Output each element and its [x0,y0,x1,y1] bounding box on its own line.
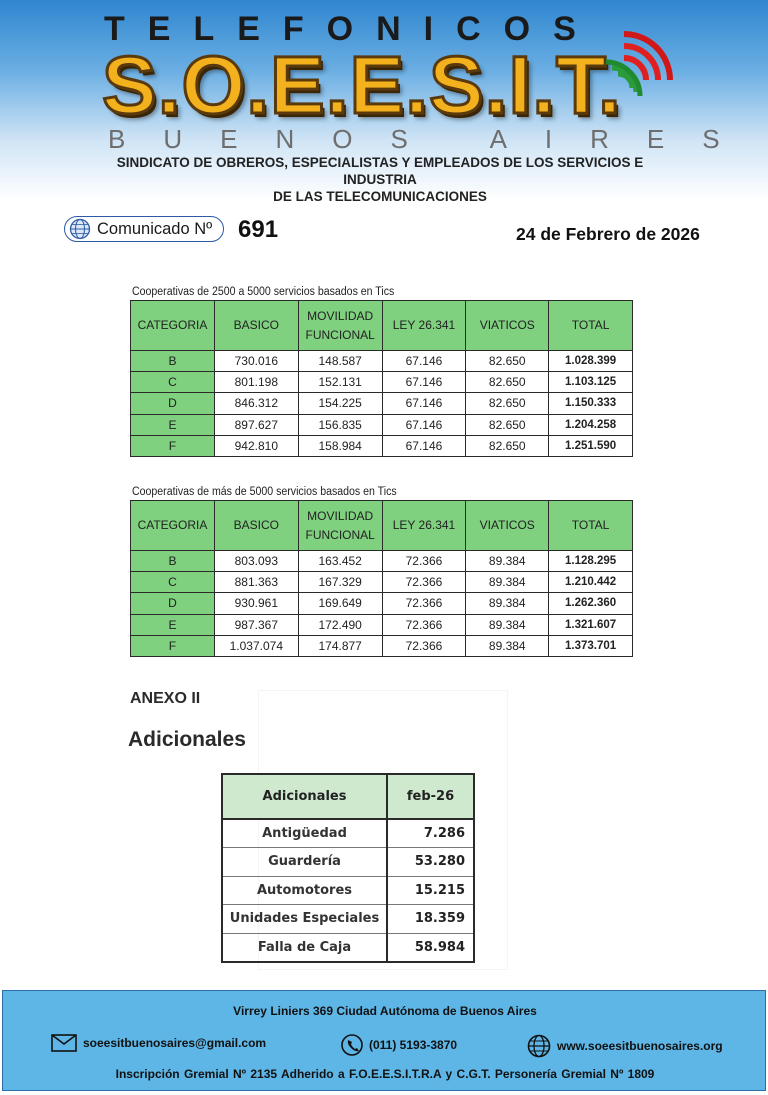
table-header-row [222,774,474,819]
table-cell: 72.366 [382,614,466,635]
table-cell: F [131,435,215,456]
column-header: CATEGORIA [131,501,215,551]
table2-caption: Cooperativas de más de 5000 servicios basados en Tics [132,486,397,498]
table-cell: 67.146 [382,414,466,435]
table-cell: 1.262.360 [549,593,633,614]
table-row [222,933,474,962]
table-header-row [131,301,633,351]
table-cell: C [131,572,215,593]
table-cell: 1.150.333 [549,393,633,414]
table-cell: 169.649 [298,593,382,614]
table-cell: B [131,351,215,372]
table-cell: Unidades Especiales [222,905,387,934]
communique-badge [64,216,224,242]
table-cell: 152.131 [298,372,382,393]
table-cell: 7.286 [387,819,474,848]
table-header-row [131,501,633,551]
table-cell: B [131,551,215,572]
phone-icon [341,1034,363,1056]
table-cell: D [131,593,215,614]
salary-table-2500-5000 [130,300,633,457]
table-row [131,351,633,372]
table-cell: 1.037.074 [214,635,298,656]
table-cell: 156.835 [298,414,382,435]
table-cell: 72.366 [382,635,466,656]
column-header: VIATICOS [466,501,549,551]
column-header: TOTAL [549,301,633,351]
table-cell: 930.961 [214,593,298,614]
table-row [131,614,633,635]
footer-website[interactable] [527,1034,723,1058]
table-row [131,572,633,593]
footer-registration: Inscripción Gremial Nº 2135 Adherido a F.O.E.E.S.I.T.R.A y C.G.T. Personería Gremial Nº 1809 [115,1067,655,1081]
table-cell: 1.251.590 [549,435,633,456]
footer-email-text[interactable]: soeesitbuenosaires@gmail.com [83,1036,267,1050]
table-cell: 89.384 [466,614,549,635]
table-cell: 172.490 [298,614,382,635]
header-top-word: TELEFONICOS [104,10,599,48]
table-cell: 846.312 [214,393,298,414]
table-cell: 1.321.607 [549,614,633,635]
column-header: TOTAL [549,501,633,551]
header-city: BUENOS AIRES [108,124,758,154]
table-cell: 1.204.258 [549,414,633,435]
table-row [131,414,633,435]
column-header: LEY 26.341 [382,501,466,551]
column-header: Adicionales [222,774,387,819]
table1-caption: Cooperativas de 2500 a 5000 servicios basados en Tics [132,286,395,298]
annex-title: Adicionales [128,728,246,751]
table-cell: 18.359 [387,905,474,934]
web-globe-icon [527,1034,551,1058]
communique-date: 24 de Febrero de 2026 [516,224,700,244]
table-cell: 72.366 [382,593,466,614]
column-header: VIATICOS [466,301,549,351]
table-cell: C [131,372,215,393]
table-cell: 803.093 [214,551,298,572]
table-cell: 942.810 [214,435,298,456]
table-cell: 881.363 [214,572,298,593]
table-cell: 89.384 [466,572,549,593]
column-header: MOVILIDAD FUNCIONAL [298,301,382,351]
table-cell: 174.877 [298,635,382,656]
table-cell: 82.650 [466,372,549,393]
signal-waves-icon [604,28,684,118]
table-cell: 1.103.125 [549,372,633,393]
table-cell: 1.028.399 [549,351,633,372]
table-cell: 730.016 [214,351,298,372]
table-cell: Falla de Caja [222,933,387,962]
footer-phone-text[interactable]: (011) 5193-3870 [369,1038,458,1052]
union-name-line1: SINDICATO DE OBREROS, ESPECIALISTAS Y EMPLEADOS DE LOS SERVICIOS E INDUSTRIA [116,155,644,187]
table-cell: 15.215 [387,876,474,905]
column-header: BASICO [214,301,298,351]
table-cell: 72.366 [382,551,466,572]
footer-phone[interactable] [341,1034,457,1056]
table-cell: Automotores [222,876,387,905]
table-row [131,635,633,656]
table-cell: 1.128.295 [549,551,633,572]
table-cell: 89.384 [466,593,549,614]
table-row [222,905,474,934]
table-cell: 163.452 [298,551,382,572]
table-cell: 67.146 [382,435,466,456]
mail-icon [51,1034,77,1052]
table-cell: 1.373.701 [549,635,633,656]
table-cell: D [131,393,215,414]
table-row [131,393,633,414]
footer [2,990,766,1091]
column-header: LEY 26.341 [382,301,466,351]
table-cell: 82.650 [466,435,549,456]
table-cell: 158.984 [298,435,382,456]
table-cell: 148.587 [298,351,382,372]
brand-logo-text: S.O.E.E.S.I.T. [102,40,622,131]
table-cell: 897.627 [214,414,298,435]
additionals-table [221,773,475,963]
table-cell: E [131,414,215,435]
table-cell: 67.146 [382,372,466,393]
table-cell: Antigüedad [222,819,387,848]
footer-website-text[interactable]: www.soeesitbuenosaires.org [557,1039,723,1053]
table-cell: 89.384 [466,551,549,572]
table-row [131,435,633,456]
table-cell: E [131,614,215,635]
table-row [131,551,633,572]
union-name [100,154,660,205]
footer-address: Virrey Liniers 369 Ciudad Autónoma de Buenos Aires [233,1004,537,1018]
footer-email[interactable] [51,1034,266,1052]
column-header: MOVILIDAD FUNCIONAL [298,501,382,551]
table-cell: 154.225 [298,393,382,414]
annex-label: ANEXO II [130,690,201,707]
table-cell: 58.984 [414,939,465,955]
column-header: CATEGORIA [131,301,215,351]
table-cell: 72.366 [382,572,466,593]
table-cell: 801.198 [214,372,298,393]
table-row [131,372,633,393]
table-cell: 1.210.442 [549,572,633,593]
table-cell: 987.367 [214,614,298,635]
table-cell: 82.650 [466,414,549,435]
table-cell: 167.329 [298,572,382,593]
table-cell: Guardería [222,848,387,877]
table-cell: 89.384 [466,635,549,656]
table-cell: 82.650 [466,393,549,414]
communique-number: 691 [238,216,279,243]
table-cell: 67.146 [382,393,466,414]
table-row [222,876,474,905]
table-row [222,848,474,877]
column-header: BASICO [214,501,298,551]
column-header: feb-26 [387,774,474,819]
table-row [222,819,474,848]
table-cell: 82.650 [466,351,549,372]
table-cell: 67.146 [382,351,466,372]
table-cell: F [131,635,215,656]
communique-label: Comunicado Nº [97,219,213,238]
union-name-line2: DE LAS TELECOMUNICACIONES [273,189,487,204]
table-cell: 53.280 [387,848,474,877]
table-row [131,593,633,614]
salary-table-over-5000 [130,500,633,657]
globe-icon [69,218,91,240]
